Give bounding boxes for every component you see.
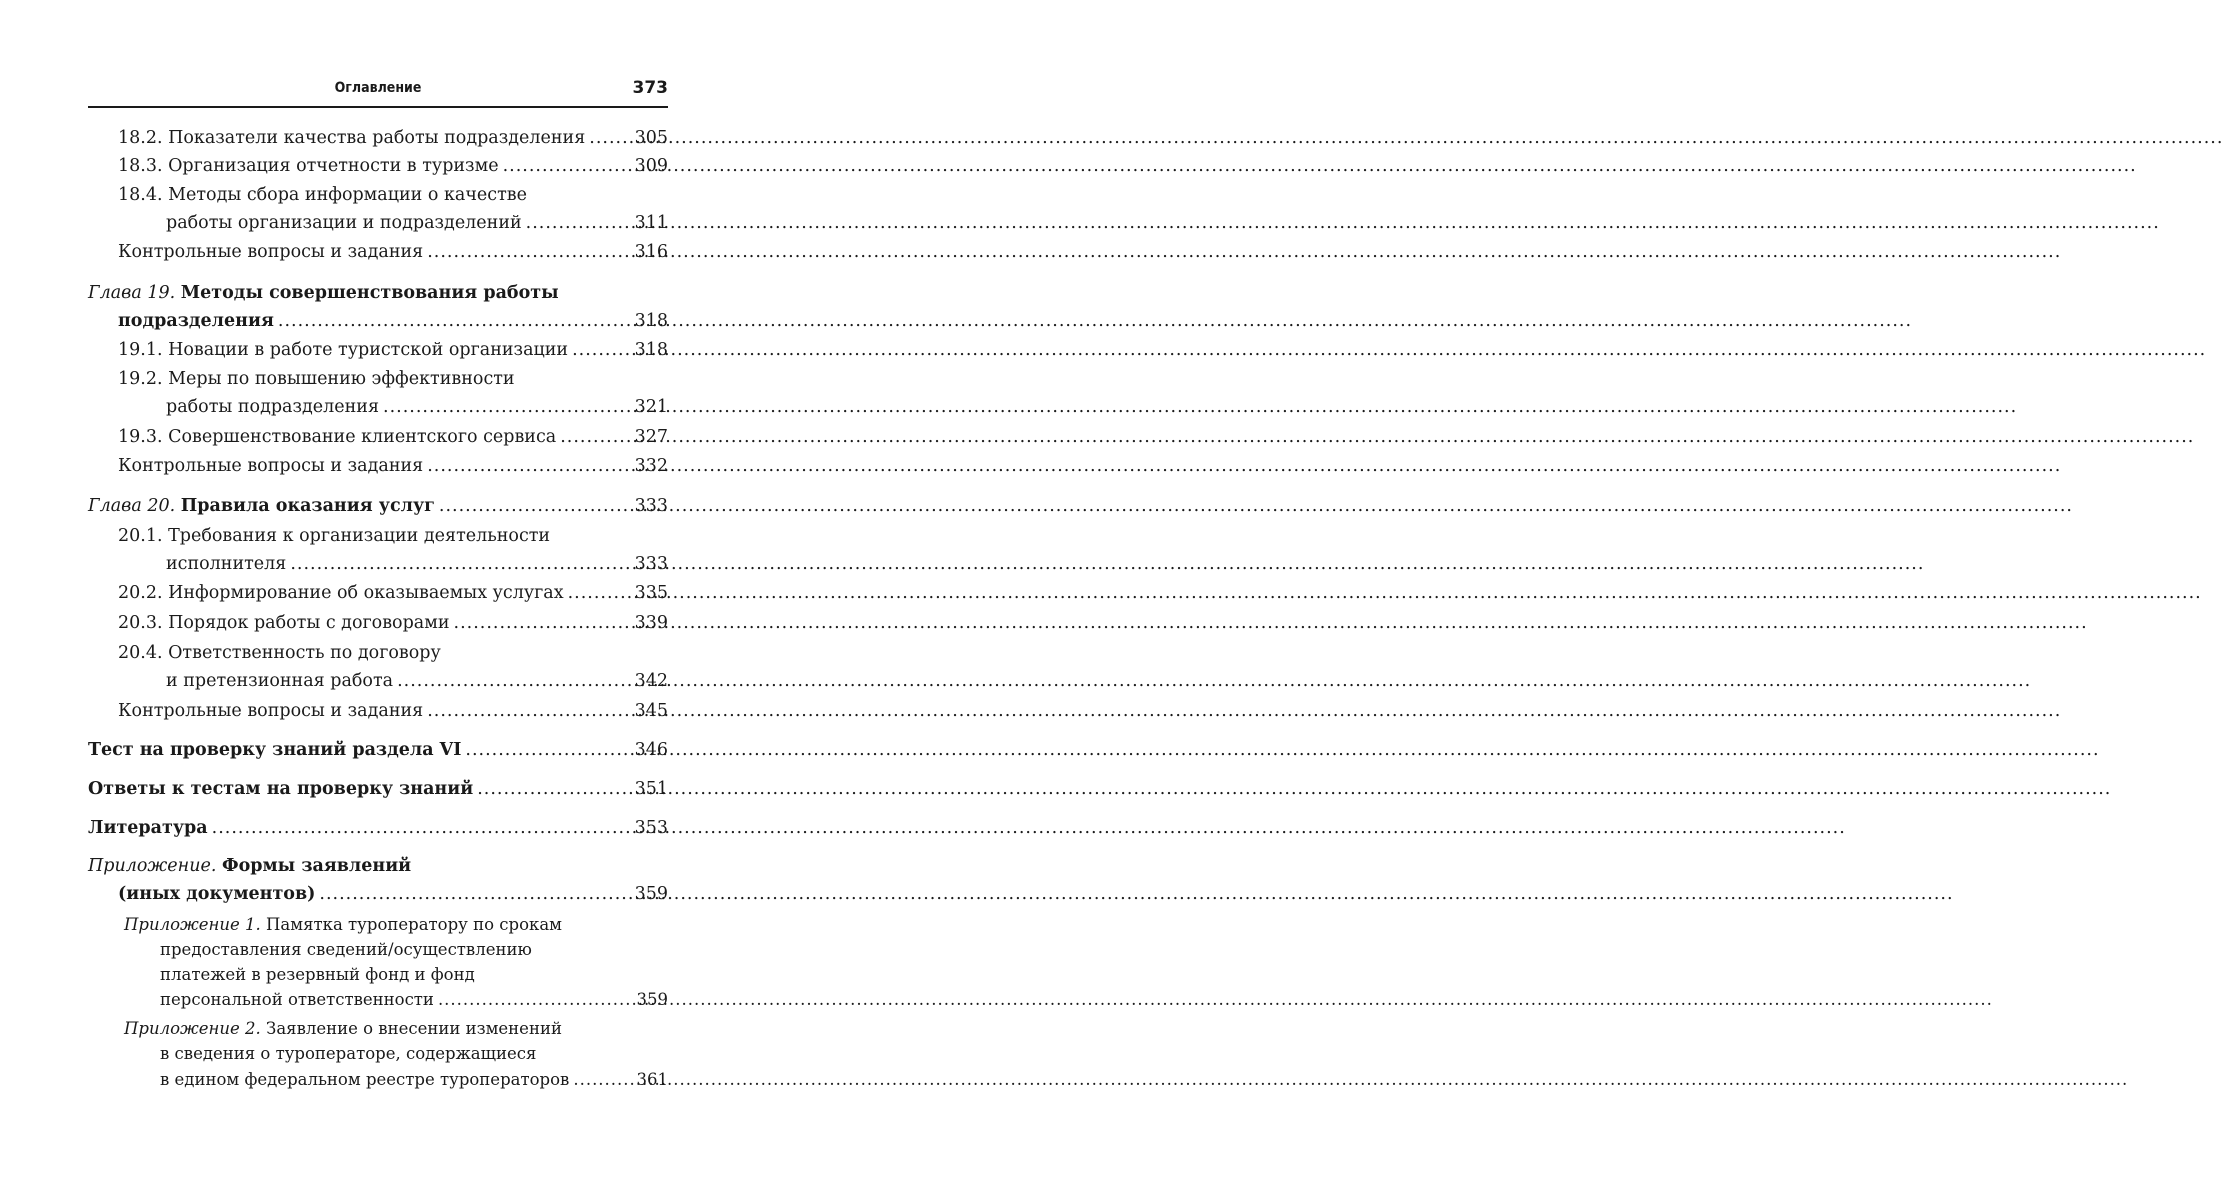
toc-appendix-2-line1[interactable] <box>124 1015 562 1043</box>
running-head <box>88 78 668 104</box>
toc-page-number: 309 <box>634 156 668 176</box>
header-rule <box>88 106 668 108</box>
toc-appendix-2[interactable] <box>160 1066 668 1094</box>
appendix-label: Приложение. <box>88 856 217 876</box>
toc-entry-title: Контрольные вопросы и задания <box>118 701 424 721</box>
toc-page-number: 333 <box>634 554 668 574</box>
appendix-title: Заявление о внесении изменений <box>266 1019 562 1038</box>
dot-leader <box>319 880 633 908</box>
toc-chapter-20[interactable] <box>88 492 668 520</box>
toc-entry-title: Контрольные вопросы и задания <box>118 242 424 262</box>
dot-leader <box>439 492 634 520</box>
dot-leader <box>454 609 634 637</box>
toc-appendix-2-line2: в сведения о туроператоре, содержащиеся <box>160 1044 537 1063</box>
toc-entry-questions-20[interactable] <box>118 697 668 725</box>
toc-entry-19-2[interactable] <box>166 393 668 421</box>
toc-page-number: 335 <box>634 583 668 603</box>
chapter-title: Правила оказания услуг <box>180 496 435 516</box>
toc-appendix-1-line2: предоставления сведений/осуществлению <box>160 940 532 959</box>
dot-leader <box>278 307 634 335</box>
toc-entry-20-1-line1[interactable]: 20.1. Требования к организации деятельности <box>118 526 551 546</box>
dot-leader <box>438 986 636 1014</box>
toc-appendix-line1[interactable] <box>88 852 411 880</box>
toc-page-number: 333 <box>634 496 668 516</box>
dot-leader <box>427 452 633 480</box>
running-head-title: Оглавление <box>334 80 422 96</box>
appendix-label: Приложение 1. <box>124 915 261 934</box>
toc-entry-title: Литература <box>88 818 208 838</box>
toc-entry-19-3[interactable] <box>118 423 668 451</box>
toc-entry-title: и претензионная работа <box>166 671 394 691</box>
toc-entry-19-2-line1[interactable]: 19.2. Меры по повышению эффективности <box>118 369 515 389</box>
appendix-label: Приложение 2. <box>124 1019 261 1038</box>
toc-page-number: 359 <box>634 884 668 904</box>
chapter-label: Глава 19. <box>88 283 176 303</box>
toc-page-number: 346 <box>634 740 668 760</box>
toc-appendix-1-line3: платежей в резервный фонд и фонд <box>160 965 475 984</box>
toc-page-number: 318 <box>634 311 668 331</box>
toc-entry-literature[interactable] <box>88 814 668 842</box>
toc-entry-title: 18.2. Показатели качества работы подразделения <box>118 128 586 148</box>
toc-entry-title: 18.3. Организация отчетности в туризме <box>118 156 499 176</box>
toc-entry-questions-18[interactable] <box>118 238 668 266</box>
toc-entry-title: Тест на проверку знаний раздела VI <box>88 740 462 760</box>
dot-leader <box>560 423 633 451</box>
running-head-page-number: 373 <box>632 78 668 98</box>
toc-page-number: 345 <box>634 701 668 721</box>
toc-entry-20-1[interactable] <box>166 550 668 578</box>
toc-entry-18-3[interactable] <box>118 152 668 180</box>
chapter-title: Методы совершенствования работы <box>180 283 559 303</box>
toc-appendix-1[interactable] <box>160 986 668 1014</box>
book-page <box>0 0 756 1181</box>
dot-leader <box>212 814 634 842</box>
toc-entry-18-4-line1[interactable]: 18.4. Методы сбора информации о качестве <box>118 185 527 205</box>
toc-entry-18-4[interactable] <box>166 209 668 237</box>
dot-leader <box>427 238 633 266</box>
appendix-title: персональной ответственности <box>160 990 434 1009</box>
chapter-label: Глава 20. <box>88 496 176 516</box>
toc-entry-questions-19[interactable] <box>118 452 668 480</box>
toc-page-number: 305 <box>634 128 668 148</box>
toc-entry-title: Ответы к тестам на проверку знаний <box>88 779 474 799</box>
toc-appendix[interactable] <box>118 880 668 908</box>
dot-leader <box>290 550 633 578</box>
toc-entry-20-4[interactable] <box>166 667 668 695</box>
appendix-title: в едином федеральном реестре туроператоров <box>160 1070 570 1089</box>
appendix-title: (иных документов) <box>118 884 316 904</box>
toc-page-number: 342 <box>634 671 668 691</box>
toc-page-number: 359 <box>636 990 668 1009</box>
dot-leader <box>572 336 633 364</box>
toc-entry-20-3[interactable] <box>118 609 668 637</box>
toc-page-number: 321 <box>634 397 668 417</box>
dot-leader <box>465 736 633 764</box>
dot-leader <box>503 152 634 180</box>
toc-entry-title: исполнителя <box>166 554 287 574</box>
toc-entry-title: 19.3. Совершенствование клиентского сервиса <box>118 427 557 447</box>
appendix-title: Формы заявлений <box>221 856 412 876</box>
toc-appendix-1-line1[interactable] <box>124 911 562 939</box>
toc-entry-title: Контрольные вопросы и задания <box>118 456 424 476</box>
toc-page-number: 361 <box>636 1070 668 1089</box>
toc-page-number: 316 <box>634 242 668 262</box>
toc-entry-answers[interactable] <box>88 775 668 803</box>
toc-entry-test-section-6[interactable] <box>88 736 668 764</box>
dot-leader <box>589 124 633 152</box>
toc-entry-19-1[interactable] <box>118 336 668 364</box>
toc-chapter-19-line1[interactable] <box>88 279 559 307</box>
dot-leader <box>477 775 633 803</box>
toc-page-number: 353 <box>634 818 668 838</box>
toc-entry-title: 20.2. Информирование об оказываемых услугах <box>118 583 564 603</box>
toc-entry-18-2[interactable] <box>118 124 668 152</box>
toc-entry-title: работы организации и подразделений <box>166 213 522 233</box>
toc-page-number: 339 <box>634 613 668 633</box>
toc-page-number: 311 <box>634 213 668 233</box>
dot-leader <box>383 393 634 421</box>
toc-entry-title: 19.1. Новации в работе туристской организации <box>118 340 569 360</box>
toc-entry-20-4-line1[interactable]: 20.4. Ответственность по договору <box>118 643 441 663</box>
appendix-title: Памятка туроператору по срокам <box>266 915 563 934</box>
dot-leader <box>568 579 634 607</box>
dot-leader <box>573 1066 635 1094</box>
toc-entry-title: работы подразделения <box>166 397 380 417</box>
dot-leader <box>427 697 633 725</box>
dot-leader <box>526 209 634 237</box>
toc-page-number: 327 <box>634 427 668 447</box>
dot-leader <box>397 667 634 695</box>
toc-entry-20-2[interactable] <box>118 579 668 607</box>
toc-chapter-19[interactable] <box>118 307 668 335</box>
toc-page-number: 351 <box>634 779 668 799</box>
toc-page-number: 332 <box>634 456 668 476</box>
toc-entry-title: 20.3. Порядок работы с договорами <box>118 613 450 633</box>
chapter-heading <box>88 492 435 520</box>
toc-page-number: 318 <box>634 340 668 360</box>
chapter-title: подразделения <box>118 311 274 331</box>
